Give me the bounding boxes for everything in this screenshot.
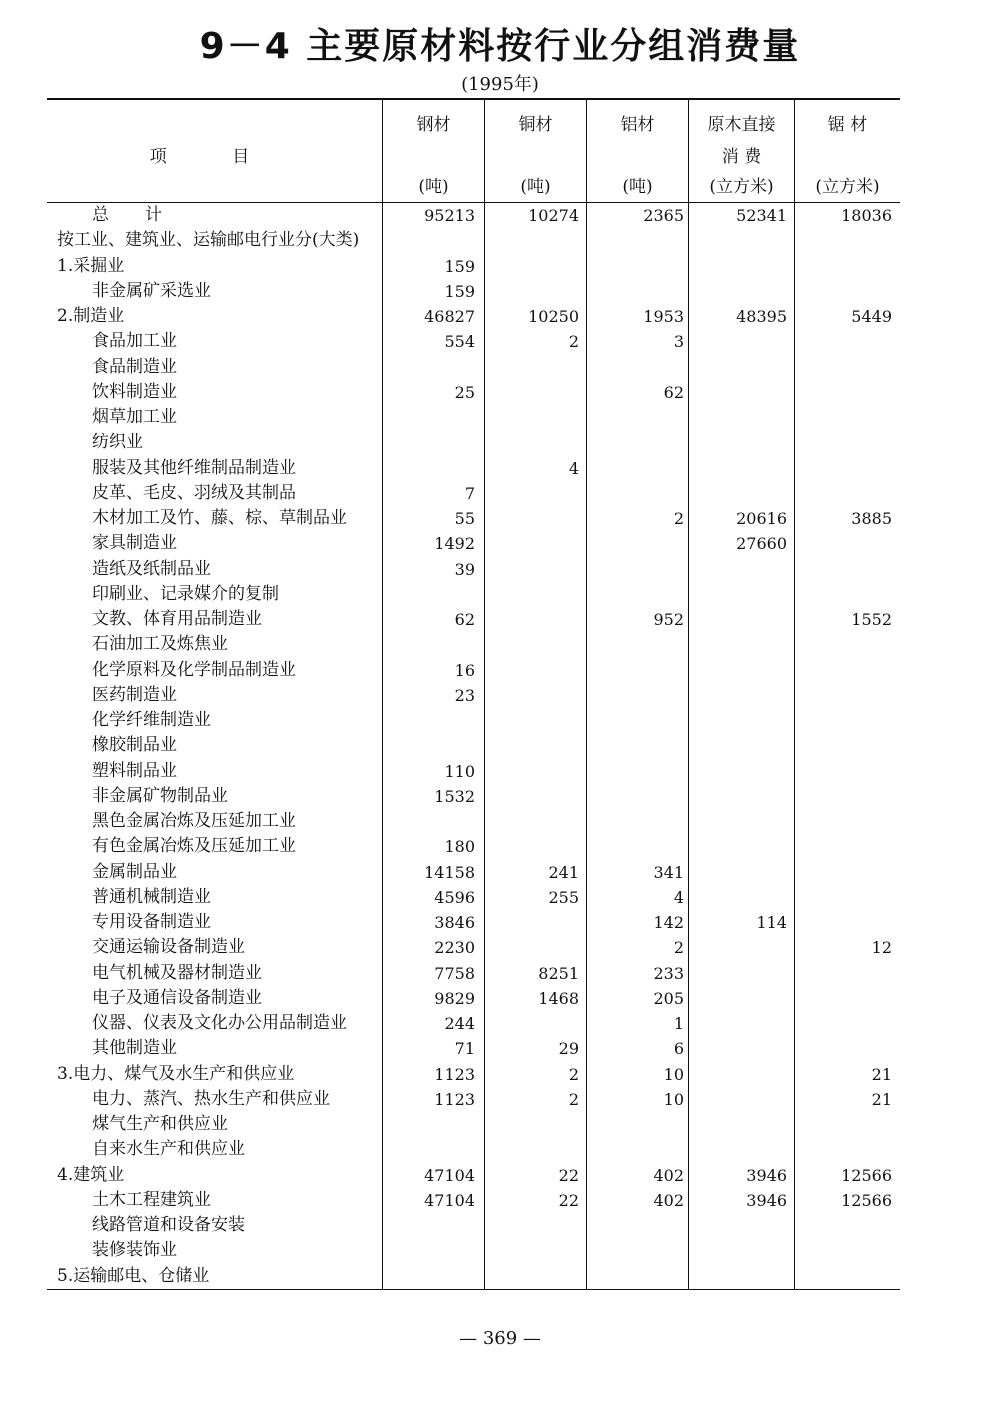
row-value: 4 xyxy=(673,887,684,907)
row-label: 化学原料及化学制品制造业 xyxy=(92,659,296,680)
table-row xyxy=(47,1137,900,1162)
row-value: 6 xyxy=(673,1039,684,1059)
row-value: 25 xyxy=(454,382,475,402)
table-row xyxy=(47,430,900,455)
table-row xyxy=(47,1011,900,1036)
table-row xyxy=(47,254,900,279)
table-row xyxy=(47,834,900,859)
header-item: 项 目 xyxy=(149,147,280,167)
row-value: 402 xyxy=(653,1165,684,1185)
table-row xyxy=(47,329,900,354)
table-row xyxy=(47,708,900,733)
row-label: 食品制造业 xyxy=(92,356,177,377)
table-row xyxy=(47,733,900,758)
table-row xyxy=(47,582,900,607)
row-label: 土木工程建筑业 xyxy=(92,1189,211,1210)
row-value: 1123 xyxy=(434,1089,475,1109)
table-row xyxy=(47,935,900,960)
row-value: 21 xyxy=(871,1089,892,1109)
row-value: 241 xyxy=(548,862,579,882)
row-value: 114 xyxy=(756,913,787,932)
row-label: 3.电力、煤气及水生产和供应业 xyxy=(57,1063,295,1084)
table-row xyxy=(47,456,900,481)
row-value: 52341 xyxy=(736,206,787,225)
row-value: 142 xyxy=(653,913,684,932)
row-value: 3885 xyxy=(851,509,892,528)
row-label: 化学纤维制造业 xyxy=(92,710,211,730)
row-value: 2 xyxy=(568,332,579,352)
row-label: 仪器、仪表及文化办公用品制造业 xyxy=(92,1013,347,1033)
table-row xyxy=(47,304,900,329)
row-label: 塑料制品业 xyxy=(92,760,177,781)
table-row xyxy=(47,784,900,809)
table-bottom-rule xyxy=(47,1289,900,1290)
row-label: 有色金属冶炼及压延加工业 xyxy=(92,836,296,857)
row-value: 233 xyxy=(653,963,684,983)
table-row xyxy=(47,1163,900,1188)
row-value: 39 xyxy=(454,559,475,579)
table-row xyxy=(47,961,900,986)
table-row xyxy=(47,531,900,556)
row-label: 4.建筑业 xyxy=(57,1164,125,1185)
row-value: 1 xyxy=(673,1014,684,1033)
row-value: 20616 xyxy=(736,509,787,528)
row-value: 2365 xyxy=(643,206,684,225)
page-number: — 369 — xyxy=(459,1328,541,1349)
table-row xyxy=(47,557,900,582)
row-label: 印刷业、记录媒介的复制 xyxy=(92,583,279,604)
table-row xyxy=(47,632,900,657)
row-label: 木材加工及竹、藤、棕、草制品业 xyxy=(92,508,347,528)
row-value: 55 xyxy=(454,509,475,528)
row-value: 46827 xyxy=(424,307,475,326)
row-value: 62 xyxy=(663,382,684,402)
row-label: 按工业、建筑业、运输邮电行业分(大类) xyxy=(57,230,360,251)
row-label: 纺织业 xyxy=(92,432,143,453)
row-label: 非金属矿物制品业 xyxy=(92,785,228,806)
row-value: 3 xyxy=(673,332,684,352)
header-copper: 铜材 (吨) xyxy=(518,115,553,197)
row-value: 23 xyxy=(454,685,475,705)
row-label: 皮革、毛皮、羽绒及其制品 xyxy=(92,482,296,503)
row-value: 1123 xyxy=(434,1064,475,1084)
row-value: 1532 xyxy=(434,786,475,806)
row-value: 3846 xyxy=(434,913,475,932)
row-label: 普通机械制造业 xyxy=(92,886,211,907)
row-value: 159 xyxy=(444,281,475,301)
row-label: 线路管道和设备安装 xyxy=(92,1215,245,1235)
table-row xyxy=(47,1188,900,1213)
row-value: 10274 xyxy=(528,206,579,225)
table-row xyxy=(47,885,900,910)
table-row xyxy=(47,506,900,531)
row-label: 家具制造业 xyxy=(92,533,177,554)
row-label: 电气机械及器材制造业 xyxy=(92,962,262,983)
row-label: 专用设备制造业 xyxy=(92,912,211,932)
row-value: 1468 xyxy=(538,988,579,1008)
row-value: 62 xyxy=(454,610,475,629)
table-row xyxy=(47,658,900,683)
row-label: 黑色金属冶炼及压延加工业 xyxy=(92,811,296,831)
table-row xyxy=(47,1264,900,1289)
row-value: 7758 xyxy=(434,963,475,983)
row-value: 9829 xyxy=(434,988,475,1008)
table-row xyxy=(47,986,900,1011)
row-label: 石油加工及炼焦业 xyxy=(92,634,228,655)
row-label: 总计 xyxy=(92,205,198,225)
header-steel: 钢材 (吨) xyxy=(416,115,451,197)
table-row xyxy=(47,1213,900,1238)
row-label: 造纸及纸制品业 xyxy=(92,558,211,579)
table-row xyxy=(47,405,900,430)
row-value: 2 xyxy=(568,1064,579,1084)
row-value: 18036 xyxy=(841,206,892,225)
table-row xyxy=(47,1087,900,1112)
row-label: 煤气生产和供应业 xyxy=(92,1114,228,1134)
page-title: 9－4 主要原材料按行业分组消费量 xyxy=(199,26,801,67)
row-value: 180 xyxy=(444,837,475,857)
row-value: 341 xyxy=(653,862,684,882)
table-year: (1995年) xyxy=(461,74,539,95)
row-label: 文教、体育用品制造业 xyxy=(92,609,262,629)
row-value: 2 xyxy=(673,509,684,528)
table-row xyxy=(47,1036,900,1061)
row-label: 装修装饰业 xyxy=(92,1240,177,1261)
row-value: 4596 xyxy=(434,887,475,907)
table-row xyxy=(47,355,900,380)
row-label: 5.运输邮电、仓储业 xyxy=(57,1265,210,1286)
row-value: 27660 xyxy=(736,534,787,554)
row-value: 29 xyxy=(558,1039,579,1059)
row-value: 7 xyxy=(464,483,475,503)
row-value: 10 xyxy=(663,1089,684,1109)
row-value: 2230 xyxy=(434,938,475,958)
row-value: 10250 xyxy=(528,307,579,326)
row-value: 95213 xyxy=(424,206,475,225)
row-value: 10 xyxy=(663,1064,684,1084)
row-value: 402 xyxy=(653,1190,684,1210)
header-aluminum: 铝材 (吨) xyxy=(620,115,655,197)
row-value: 3946 xyxy=(746,1190,787,1210)
row-value: 22 xyxy=(558,1165,579,1185)
table-row xyxy=(47,1062,900,1087)
row-value: 1552 xyxy=(851,610,892,629)
row-value: 71 xyxy=(454,1039,475,1059)
row-label: 1.采掘业 xyxy=(57,255,125,276)
row-value: 1953 xyxy=(643,307,684,326)
row-value: 22 xyxy=(558,1190,579,1210)
row-label: 交通运输设备制造业 xyxy=(92,937,245,958)
row-label: 医药制造业 xyxy=(92,684,177,705)
row-value: 2 xyxy=(673,938,684,958)
table-body xyxy=(47,203,900,1289)
row-value: 47104 xyxy=(424,1165,475,1185)
table-row xyxy=(47,683,900,708)
table-row xyxy=(47,481,900,506)
row-label: 非金属矿采选业 xyxy=(92,280,211,301)
row-value: 14158 xyxy=(424,862,475,882)
row-value: 12566 xyxy=(841,1190,892,1210)
table-row xyxy=(47,228,900,253)
row-value: 3946 xyxy=(746,1165,787,1185)
row-value: 16 xyxy=(454,660,475,680)
row-value: 21 xyxy=(871,1064,892,1084)
row-label: 烟草加工业 xyxy=(92,407,177,427)
table-row xyxy=(47,910,900,935)
row-value: 8251 xyxy=(538,963,579,983)
data-table xyxy=(47,98,900,1290)
row-label: 电子及通信设备制造业 xyxy=(92,987,262,1008)
table-row xyxy=(47,607,900,632)
row-label: 电力、蒸汽、热水生产和供应业 xyxy=(92,1088,330,1109)
row-label: 食品加工业 xyxy=(92,331,177,352)
row-value: 205 xyxy=(653,988,684,1008)
header-log: 原木直接 消 费 (立方米) xyxy=(707,115,776,197)
row-value: 47104 xyxy=(424,1190,475,1210)
row-label: 其他制造业 xyxy=(92,1038,177,1059)
table-row xyxy=(47,1238,900,1263)
row-label: 2.制造业 xyxy=(57,306,125,326)
row-value: 48395 xyxy=(736,307,787,326)
row-label: 金属制品业 xyxy=(92,861,177,882)
row-value: 12566 xyxy=(841,1165,892,1185)
header-sawn-timber: 锯 材 (立方米) xyxy=(815,115,880,197)
row-label: 橡胶制品业 xyxy=(92,735,177,756)
row-label: 饮料制造业 xyxy=(92,381,177,402)
table-row xyxy=(47,203,900,228)
row-value: 554 xyxy=(444,332,475,352)
table-row xyxy=(47,380,900,405)
row-value: 12 xyxy=(871,938,892,958)
row-value: 255 xyxy=(548,887,579,907)
row-value: 1492 xyxy=(434,534,475,554)
row-value: 244 xyxy=(444,1014,475,1033)
row-label: 自来水生产和供应业 xyxy=(92,1139,245,1160)
row-value: 952 xyxy=(653,610,684,629)
row-value: 5449 xyxy=(851,307,892,326)
table-row xyxy=(47,759,900,784)
table-row xyxy=(47,860,900,885)
table-row xyxy=(47,279,900,304)
table-header xyxy=(47,100,900,202)
row-value: 4 xyxy=(568,458,579,478)
row-value: 159 xyxy=(444,256,475,276)
row-value: 110 xyxy=(444,761,475,781)
table-row xyxy=(47,1112,900,1137)
row-value: 2 xyxy=(568,1089,579,1109)
table-row xyxy=(47,809,900,834)
row-label: 服装及其他纤维制品制造业 xyxy=(92,457,296,478)
